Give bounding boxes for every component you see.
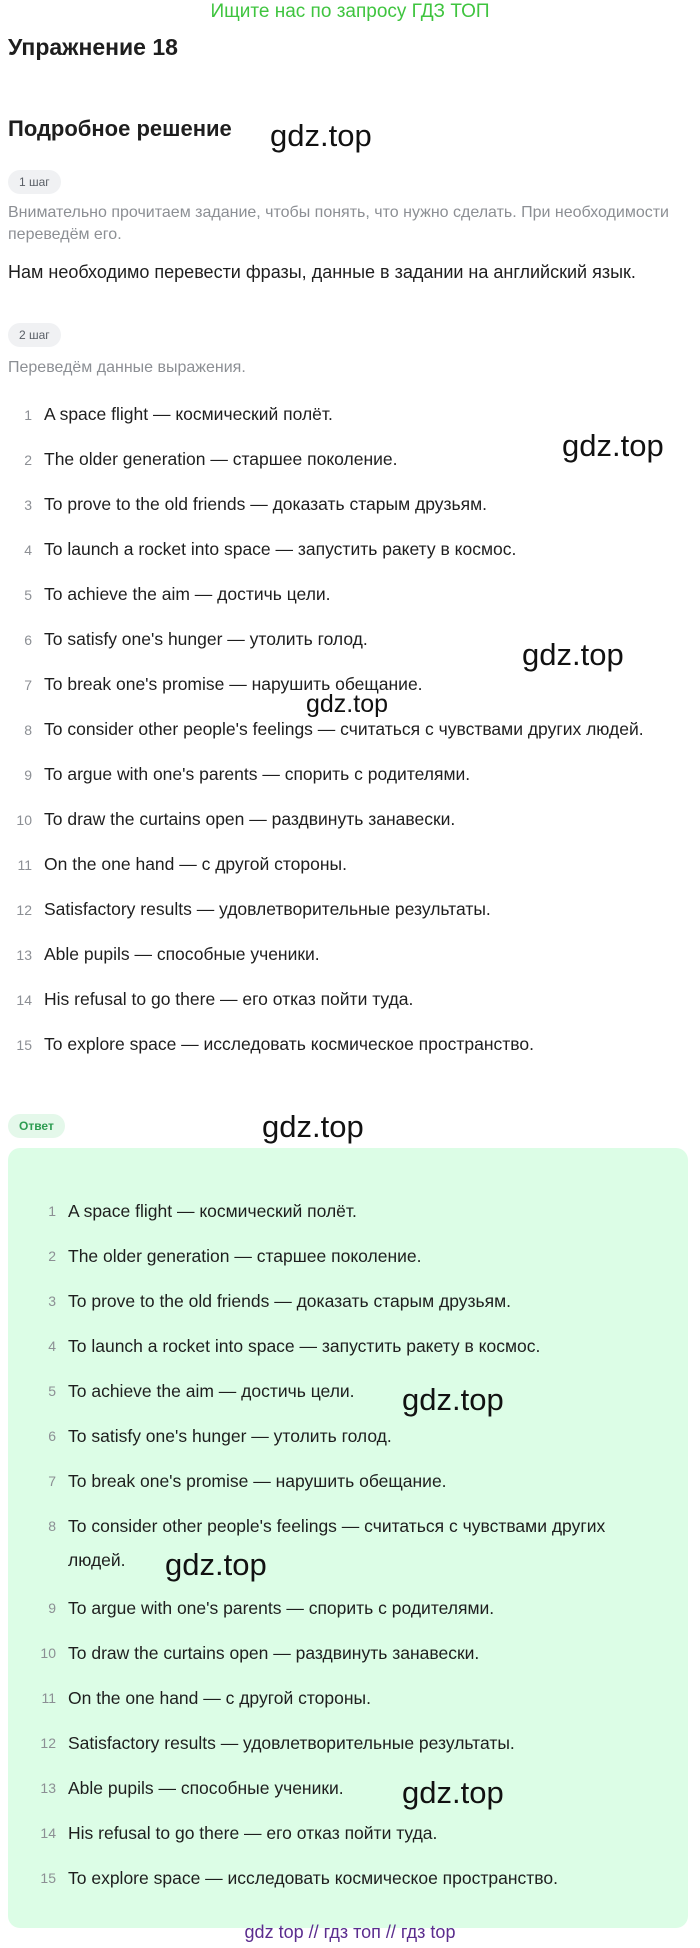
- solution-title: Подробное решение: [8, 116, 232, 141]
- item-text: The older generation — старшее поколение.: [44, 449, 398, 469]
- item-number: 5: [24, 586, 32, 603]
- item-number: 15: [40, 1870, 56, 1886]
- watermark: gdz.top: [262, 1109, 364, 1144]
- item-text: To prove to the old friends — доказать старым друзьям.: [68, 1291, 511, 1311]
- item-number: 8: [48, 1518, 56, 1534]
- list-item: [0, 752, 700, 797]
- list-item: [0, 1022, 700, 1067]
- step-1-text: Нам необходимо перевести фразы, данные в задании на английский язык.: [8, 262, 636, 282]
- list-item: [0, 482, 700, 527]
- answer-item: [8, 1323, 688, 1368]
- item-number: 11: [17, 856, 32, 873]
- list-item: [0, 572, 700, 617]
- list-item: [0, 887, 700, 932]
- item-number: 8: [24, 721, 32, 738]
- footer-links[interactable]: gdz top // гдз топ // гдз top: [244, 1922, 456, 1942]
- watermark: gdz.top: [402, 1382, 504, 1417]
- step-2-list: [0, 392, 700, 1067]
- top-banner: Ищите нас по запросу ГДЗ ТОП: [210, 1, 490, 22]
- item-number: 3: [24, 496, 32, 513]
- item-text: Able pupils — способные ученики.: [68, 1778, 344, 1798]
- item-text: To explore space — исследовать космическое пространство.: [44, 1034, 534, 1054]
- item-number: 2: [24, 451, 32, 468]
- item-text: Satisfactory results — удовлетворительные результаты.: [68, 1733, 515, 1753]
- item-text: To break one's promise — нарушить обещание.: [44, 674, 423, 694]
- item-number: 3: [48, 1293, 56, 1309]
- item-text: To consider other people's feelings — считаться с чувствами других людей.: [44, 719, 644, 739]
- item-text: A space flight — космический полёт.: [44, 404, 333, 424]
- item-number: 4: [24, 541, 32, 558]
- item-text: To draw the curtains open — раздвинуть занавески.: [68, 1643, 480, 1663]
- item-number: 12: [40, 1735, 56, 1751]
- answer-item: [8, 1368, 688, 1413]
- item-text: His refusal to go there — его отказ пойти туда.: [68, 1823, 438, 1843]
- item-number: 6: [48, 1428, 56, 1444]
- item-text: To draw the curtains open — раздвинуть занавески.: [44, 809, 456, 829]
- step-1-badge: 1 шаг: [8, 170, 61, 194]
- item-number: 2: [48, 1248, 56, 1264]
- item-number: 5: [48, 1383, 56, 1399]
- answer-item: [8, 1585, 688, 1630]
- item-text: To satisfy one's hunger — утолить голод.: [44, 629, 368, 649]
- answer-badge: Ответ: [8, 1114, 65, 1138]
- item-number: 10: [16, 811, 32, 828]
- item-text: The older generation — старшее поколение.: [68, 1246, 422, 1266]
- answer-item: [8, 1675, 688, 1720]
- item-number: 1: [48, 1203, 56, 1219]
- answer-item: [8, 1765, 688, 1810]
- item-text: To achieve the aim — достичь цели.: [44, 584, 331, 604]
- answer-list: [8, 1188, 688, 1900]
- answer-item: [8, 1503, 688, 1585]
- item-number: 15: [16, 1036, 32, 1053]
- item-text: To argue with one's parents — спорить с родителями.: [68, 1598, 495, 1618]
- list-item: [0, 842, 700, 887]
- item-number: 14: [16, 991, 32, 1008]
- item-text: To explore space — исследовать космическое пространство.: [68, 1868, 558, 1888]
- watermark: gdz.top: [270, 118, 372, 153]
- item-text: To argue with one's parents — спорить с родителями.: [44, 764, 471, 784]
- item-number: 13: [40, 1780, 56, 1796]
- answer-item: [8, 1458, 688, 1503]
- item-text: To achieve the aim — достичь цели.: [68, 1381, 355, 1401]
- item-text: On the one hand — с другой стороны.: [44, 854, 347, 874]
- item-text: To launch a rocket into space — запустить ракету в космос.: [44, 539, 517, 559]
- answer-item: [8, 1630, 688, 1675]
- item-text: Satisfactory results — удовлетворительные результаты.: [44, 899, 491, 919]
- step-1-note: Внимательно прочитаем задание, чтобы понять, что нужно сделать. При необходимости переведём его.: [8, 204, 669, 243]
- answer-item: [8, 1810, 688, 1855]
- answer-item: [8, 1855, 688, 1900]
- list-item: [0, 932, 700, 977]
- answer-item: [8, 1188, 688, 1233]
- item-number: 9: [48, 1600, 56, 1616]
- item-text: To break one's promise — нарушить обещание.: [68, 1471, 447, 1491]
- item-text: His refusal to go there — его отказ пойти туда.: [44, 989, 414, 1009]
- item-number: 6: [24, 631, 32, 648]
- watermark: gdz.top: [562, 428, 664, 463]
- item-text: On the one hand — с другой стороны.: [68, 1688, 371, 1708]
- item-text: Able pupils — способные ученики.: [44, 944, 320, 964]
- list-item: [0, 977, 700, 1022]
- item-text: A space flight — космический полёт.: [68, 1201, 357, 1221]
- watermark: gdz.top: [402, 1775, 504, 1810]
- item-number: 9: [24, 766, 32, 783]
- item-number: 11: [41, 1690, 56, 1706]
- watermark: gdz.top: [522, 637, 624, 672]
- list-item: [0, 527, 700, 572]
- answer-item: [8, 1413, 688, 1458]
- item-text: To consider other people's feelings — считаться с чувствами других людей.: [68, 1516, 606, 1570]
- item-text: To prove to the old friends — доказать старым друзьям.: [44, 494, 487, 514]
- item-number: 1: [24, 406, 32, 423]
- item-number: 13: [16, 946, 32, 963]
- watermark: gdz.top: [165, 1547, 267, 1582]
- answer-item: [8, 1278, 688, 1323]
- item-text: To launch a rocket into space — запустить ракету в космос.: [68, 1336, 541, 1356]
- list-item: [0, 797, 700, 842]
- exercise-title: Упражнение 18: [8, 34, 178, 60]
- item-number: 4: [48, 1338, 56, 1354]
- item-number: 14: [40, 1825, 56, 1841]
- step-2-badge: 2 шаг: [8, 323, 61, 347]
- item-number: 12: [16, 901, 32, 918]
- answer-box: [8, 1148, 688, 1928]
- item-number: 7: [48, 1473, 56, 1489]
- answer-item: [8, 1233, 688, 1278]
- item-text: To satisfy one's hunger — утолить голод.: [68, 1426, 392, 1446]
- step-2-note: Переведём данные выражения.: [8, 359, 246, 376]
- item-number: 10: [40, 1645, 56, 1661]
- item-number: 7: [24, 676, 32, 693]
- watermark: gdz.top: [306, 690, 389, 718]
- answer-item: [8, 1720, 688, 1765]
